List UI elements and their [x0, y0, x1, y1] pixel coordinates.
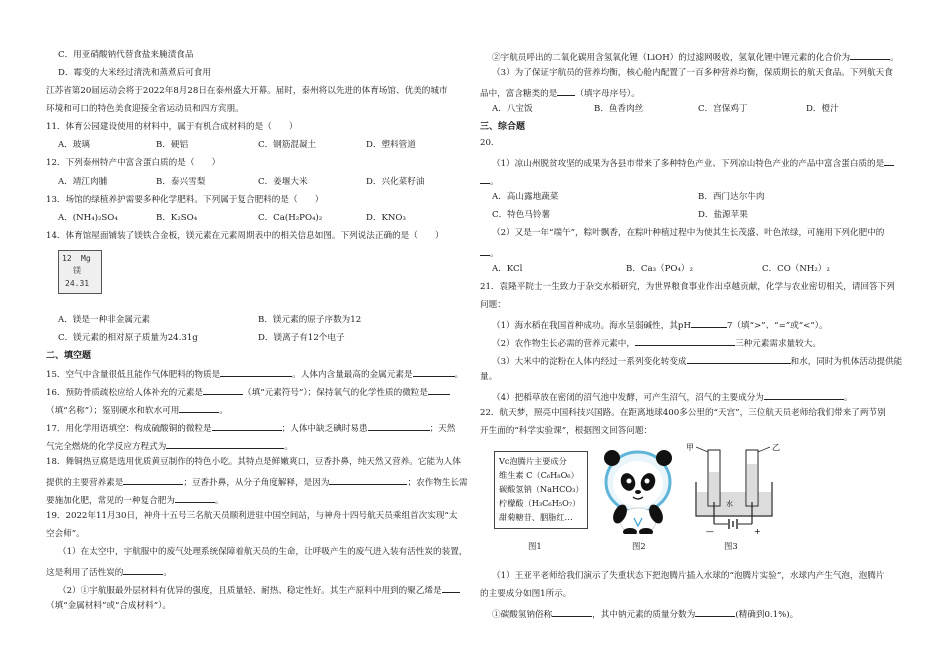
option: A．八宝饭	[492, 104, 533, 114]
positive-terminal: +	[754, 527, 761, 534]
answer-blank[interactable]	[480, 246, 490, 256]
question-16: 16．预防骨质疏松应给人体补充的元素是 （填“元素符号”）；保持氧气的化学性质的微粒是	[46, 385, 450, 399]
question-19-part2: （2）①宇航服最外层材料有优异的强度，且质量轻、耐热、稳定性好。其生产原料中用到的聚乙烯是	[58, 583, 460, 597]
question-19-part2-cont: （填“金属材料”或“合成材料”）。	[46, 601, 171, 611]
question-15: 15．空气中含量很低且能作气体肥料的物质是 。人体内含量最高的金属元素是 。	[46, 367, 463, 381]
figure-caption: 图2	[632, 541, 646, 551]
option: A．高山露地蔬菜	[492, 192, 559, 202]
question-18-cont2: 要施加化肥，常见的一种复合肥为 。	[46, 493, 224, 507]
option: A．镁是一种非金属元素	[58, 315, 151, 325]
ingredient-line: 碳酸氢钠（NaHCO₃）	[499, 484, 584, 494]
answer-blank[interactable]	[428, 385, 450, 395]
option: A．KCl	[492, 264, 523, 274]
answer-blank[interactable]	[368, 421, 430, 431]
answer-blank[interactable]	[687, 354, 791, 364]
option: D．橙汁	[806, 104, 839, 114]
question-11: 11．体育公园建设使用的材料中，属于有机合成材料的是（ ）	[46, 122, 298, 132]
option: B．西门达尔牛肉	[698, 192, 765, 202]
question-20-part2: （2）又是一年“端午”，粽叶飘香，在粽叶种植过程中为使其生长茂盛、叶色浓绿，可施用下列化肥中的	[492, 228, 885, 238]
question-21-part2: （2）农作物生长必需的营养元素中， 三种元素需求量较大。	[492, 336, 821, 350]
option: A．玻璃	[58, 140, 90, 150]
option: C．姜堰大米	[258, 177, 308, 187]
answer-blank[interactable]	[220, 367, 292, 377]
option: B．硬铝	[156, 140, 189, 150]
q19-part3: （3）为了保证宇航员的营养均衡，核心舱内配置了一百多种营养均衡，保质期长的航天食品。下列航天食	[492, 68, 893, 78]
answer-blank[interactable]	[557, 86, 575, 96]
answer-blank[interactable]	[413, 367, 455, 377]
option: B．Ca₃（PO₄）₂	[626, 264, 693, 274]
tube-a-label: 甲	[686, 443, 694, 452]
text-line: D．霉变的大米经过清洗和蒸煮后可食用	[58, 68, 211, 78]
figure-3-electrolysis-apparatus	[686, 442, 782, 534]
option: D．镁离子有12个电子	[258, 333, 345, 343]
question-19-part1: （1）在太空中，宇航服中的废气处理系统保障着航天员的生命，让呼吸产生的废气进入装有活性炭的装置，	[58, 547, 468, 557]
question-20-part2-cont: 。	[480, 246, 499, 260]
answer-blank[interactable]	[166, 439, 284, 449]
answer-blank[interactable]	[635, 336, 735, 346]
answer-blank[interactable]	[212, 421, 282, 431]
option: B．泰兴雪梨	[156, 177, 206, 187]
negative-terminal: —	[706, 527, 714, 534]
question-17-cont: 气完全燃烧的化学反应方程式为 。	[46, 439, 293, 453]
figure-2-panda-mascot-icon	[598, 446, 678, 534]
question-18: 18．舞铜热豆腐是选用优质黄豆制作的特色小吃。其特点是鲜嫩爽口，豆香扑鼻，纯天然又营养。它能为人体	[46, 457, 461, 467]
answer-blank[interactable]	[123, 475, 183, 485]
section-heading: 二、填空题	[46, 351, 92, 361]
question-19-cont: 空会师”。	[46, 529, 85, 539]
question-22-part1: （1）王亚平老师给我们演示了失重状态下把泡腾片插入水球的“泡腾片实验”，水球内产生气泡，泡腾片	[492, 571, 885, 581]
answer-blank[interactable]	[884, 156, 894, 166]
question-16-cont: （填“名称”）；鉴别硬水和软水可用 。	[46, 403, 228, 417]
option: A．(NH₄)₂SO₄	[58, 213, 118, 223]
question-19: 19．2022年11月30日，神舟十五号三名航天员顺利进驻中国空间站，与神舟十四号航天员乘组首次实现“太	[46, 511, 458, 521]
answer-blank[interactable]	[175, 493, 215, 503]
element-tile-magnesium	[58, 250, 102, 294]
question-21: 21．袁隆平院士一生致力于杂交水稻研究，为世界粮食事业作出卓越贡献，化学与农业密切相关，请回答下列	[480, 282, 895, 292]
q19-part3-cont: 品中，富含糖类的是 （填字母序号）。	[480, 86, 640, 100]
option: C．钢筋混凝土	[258, 140, 317, 150]
option: D．兴化菜籽油	[366, 177, 425, 187]
question-21-part1: （1）海水稻在我国首种成功。海水呈弱碱性，其pH 7（填“>”、“=”或“<”）。	[492, 318, 828, 332]
option: C．宫保鸡丁	[698, 104, 748, 114]
answer-blank[interactable]	[850, 50, 890, 60]
tube-b-label: 乙	[772, 443, 780, 452]
answer-blank[interactable]	[329, 475, 407, 485]
question-22-part1-a: ①碳酸氢钠俗称 ，其中钠元素的质量分数为 (精确到0.1%)。	[492, 607, 798, 621]
answer-blank[interactable]	[203, 385, 243, 395]
question-20: 20.	[480, 138, 494, 148]
option: B．鱼香肉丝	[594, 104, 644, 114]
question-21-cont: 问题：	[480, 300, 506, 310]
answer-blank[interactable]	[691, 318, 727, 328]
question-14: 14．体育馆屋面铺装了镁铁合金板，镁元素在元素周期表中的相关信息如图。下列说法正确的是（ ）	[46, 231, 444, 241]
ingredient-line: Vc泡腾片主要成分	[499, 456, 567, 466]
option: D．盐源苹果	[698, 210, 748, 220]
ingredient-line: 甜菊糖苷、胭脂红…	[499, 512, 573, 522]
element-symbol: Mg	[81, 254, 91, 263]
option: C．镁元素的相对原子质量为24.31g	[58, 333, 198, 343]
question-12: 12．下列泰州特产中富含蛋白质的是（ ）	[46, 158, 221, 168]
option: C．Ca(H₂PO₄)₂	[258, 213, 323, 223]
answer-blank[interactable]	[552, 607, 592, 617]
question-22-part1-cont: 的主要成分如图1所示。	[480, 589, 572, 599]
question-18-cont: 提供的主要营养素是 ；豆香扑鼻，从分子角度解释，是因为 ；农作物生长需	[46, 475, 468, 489]
question-20-part1-cont: 。	[480, 174, 499, 188]
question-22-cont: 开生面的“科学实验课”，根据图文回答问题：	[480, 426, 653, 436]
question-21-part3-cont: 量。	[480, 372, 498, 382]
atomic-mass: 24.31	[65, 279, 90, 288]
figure-1-ingredients-box	[494, 451, 588, 529]
option: D．塑料管道	[366, 140, 416, 150]
ingredient-line: 柠檬酸（H₃C₆H₅O₇）	[499, 498, 581, 508]
element-name: 镁	[73, 266, 81, 275]
answer-blank[interactable]	[480, 174, 490, 184]
section-heading: 三、综合题	[480, 122, 526, 132]
figure-caption: 图3	[724, 541, 738, 551]
text-line: 江苏省第20届运动会将于2022年8月28日在泰州盛大开幕。届时，泰州将以先进的体育场馆、优美的城市	[46, 86, 448, 96]
answer-blank[interactable]	[442, 583, 460, 593]
option: C．CO（NH₂）₂	[762, 264, 830, 274]
ingredient-line: 维生素 C（C₆H₈O₆）	[499, 470, 579, 480]
option: B．K₂SO₄	[156, 213, 198, 223]
answer-blank[interactable]	[179, 403, 219, 413]
atomic-number: 12	[62, 254, 72, 263]
question-22: 22．航天梦，照亮中国科技兴国路。在距离地球400多公里的“天宫”，三位航天员老师给我们带来了两节别	[480, 408, 886, 418]
option: A．靖江肉脯	[58, 177, 108, 187]
figure-caption: 图1	[528, 541, 542, 551]
option: B．镁元素的原子序数为12	[258, 315, 362, 325]
question-21-part4: （4）把稻草放在密闭的沼气池中发酵，可产生沼气，沼气的主要成分为 。	[492, 390, 853, 404]
question-21-part3: （3）大米中的淀粉在人体内经过一系列变化转变成 和水，同时为机体活动提供能	[492, 354, 902, 368]
text-line: C．用亚硝酸钠代替食盐来腌渍食品	[58, 50, 194, 60]
option: D．KNO₃	[366, 213, 406, 223]
answer-blank[interactable]	[695, 607, 735, 617]
answer-blank[interactable]	[123, 565, 163, 575]
water-label: 水	[726, 500, 733, 508]
answer-blank[interactable]	[764, 390, 844, 400]
question-17: 17．用化学用语填空：构成硫酸铜的微粒是 ；人体中缺乏碘时易患 ；天然	[46, 421, 455, 435]
q19-part2-b: ②宇航员呼出的二氧化碳用含氢氧化锂（LiOH）的过滤网吸收，氢氧化锂中锂元素的化合价为 。	[492, 50, 899, 64]
option: C．特色马铃薯	[492, 210, 551, 220]
question-13: 13．场馆的绿植养护需要多种化学肥料。下列属于复合肥料的是（ ）	[46, 195, 324, 205]
text-line: 环境和可口的特色美食迎接全省运动员和四方宾朋。	[46, 104, 244, 114]
question-19-part1-cont: 这是利用了活性炭的 。	[46, 565, 172, 579]
question-20-part1: （1）凉山州脱贫攻坚的成果为各县市带来了多种特色产业、下列凉山特色产业的产品中富含蛋白质的是	[492, 156, 894, 170]
